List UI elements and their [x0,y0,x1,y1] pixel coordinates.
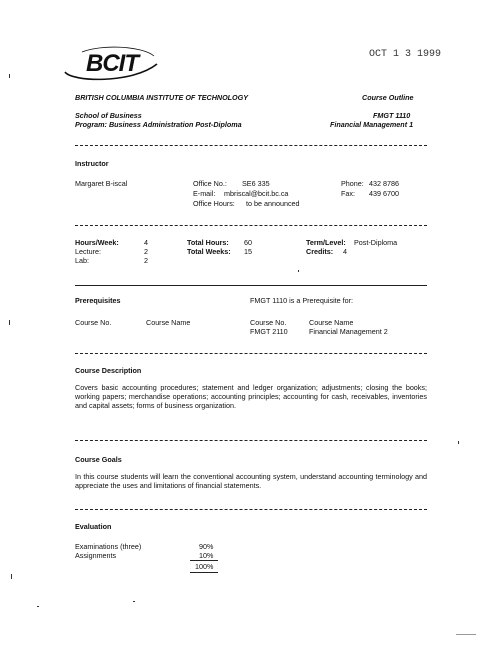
section-divider [75,440,427,441]
section-divider [75,509,427,510]
prereq-for-col-course-no: Course No. [250,318,287,327]
logo-wordmark: BCIT [86,50,138,77]
scan-speck [9,74,10,78]
instructor-heading: Instructor [75,159,109,168]
scan-speck [37,606,39,607]
course-description-heading: Course Description [75,366,142,375]
evaluation-row-label: Assignments [75,551,117,560]
email-value: mbriscal@bcit.bc.ca [224,189,289,198]
course-title: Financial Management 1 [330,120,414,129]
lecture-value: 2 [144,247,148,256]
prerequisite-for-heading: FMGT 1110 is a Prerequisite for: [250,296,354,305]
prereq-for-course-no: FMGT 2110 [250,327,288,336]
course-goals-text: In this course students will learn the conventional accounting system, understand accounting terminology and appreciate the uses and limitations of financial statements. [75,472,427,490]
office-value: SE6 335 [242,179,270,188]
office-label: Office No.: [193,179,227,188]
total-weeks-value: 15 [244,247,252,256]
phone-label: Phone: [341,179,364,188]
scan-speck [11,574,12,579]
evaluation-row-label: Examinations (three) [75,542,142,551]
scan-speck [9,320,10,325]
hours-week-label: Hours/Week: [75,238,119,247]
total-rule [190,560,218,561]
scan-speck [298,270,299,272]
email-label: E-mail: [193,189,216,198]
fax-label: Fax: [341,189,355,198]
course-description-text: Covers basic accounting procedures; statement and ledger organization; adjustments; closing the books; working papers; merchandise operations; accounting principles; accounting for cash, receivables, inventories and capital assets; forms of business organization. [75,383,427,410]
credits-label: Credits: [306,247,334,256]
phone-value: 432 8786 [369,179,399,188]
institute-name: BRITISH COLUMBIA INSTITUTE OF TECHNOLOGY [75,93,249,102]
total-weeks-label: Total Weeks: [187,247,231,256]
total-double-rule [190,572,218,573]
scan-speck [458,441,459,444]
program-name: Program: Business Administration Post-Diploma [75,120,242,129]
section-divider [75,225,427,226]
term-level-label: Term/Level: [306,238,346,247]
course-goals-heading: Course Goals [75,455,122,464]
lab-value: 2 [144,256,148,265]
lab-label: Lab: [75,256,89,265]
lecture-label: Lecture: [75,247,101,256]
hours-week-value: 4 [144,238,148,247]
total-hours-label: Total Hours: [187,238,229,247]
scan-speck [456,634,476,635]
section-divider [75,285,427,286]
prereq-for-course-name: Financial Management 2 [309,327,388,336]
fax-value: 439 6700 [369,189,399,198]
credits-value: 4 [343,247,347,256]
school-name: School of Business [75,111,142,120]
document-type: Course Outline [362,93,414,102]
total-hours-value: 60 [244,238,252,247]
prereq-col-course-no: Course No. [75,318,112,327]
evaluation-heading: Evaluation [75,522,112,531]
prereq-col-course-name: Course Name [146,318,191,327]
office-hours-value: to be announced [246,199,300,208]
instructor-name: Margaret B-iscal [75,179,128,188]
scan-speck [133,601,135,602]
evaluation-row-value: 90% [199,542,214,551]
bcit-logo [62,42,162,82]
section-divider [75,353,427,354]
section-divider [75,145,427,146]
prerequisites-heading: Prerequisites [75,296,121,305]
course-code: FMGT 1110 [373,111,411,120]
office-hours-label: Office Hours: [193,199,235,208]
prereq-for-col-course-name: Course Name [309,318,354,327]
received-date-stamp: OCT 1 3 1999 [369,49,442,60]
evaluation-total: 100% [195,562,214,571]
evaluation-row-value: 10% [199,551,214,560]
term-level-value: Post-Diploma [354,238,398,247]
